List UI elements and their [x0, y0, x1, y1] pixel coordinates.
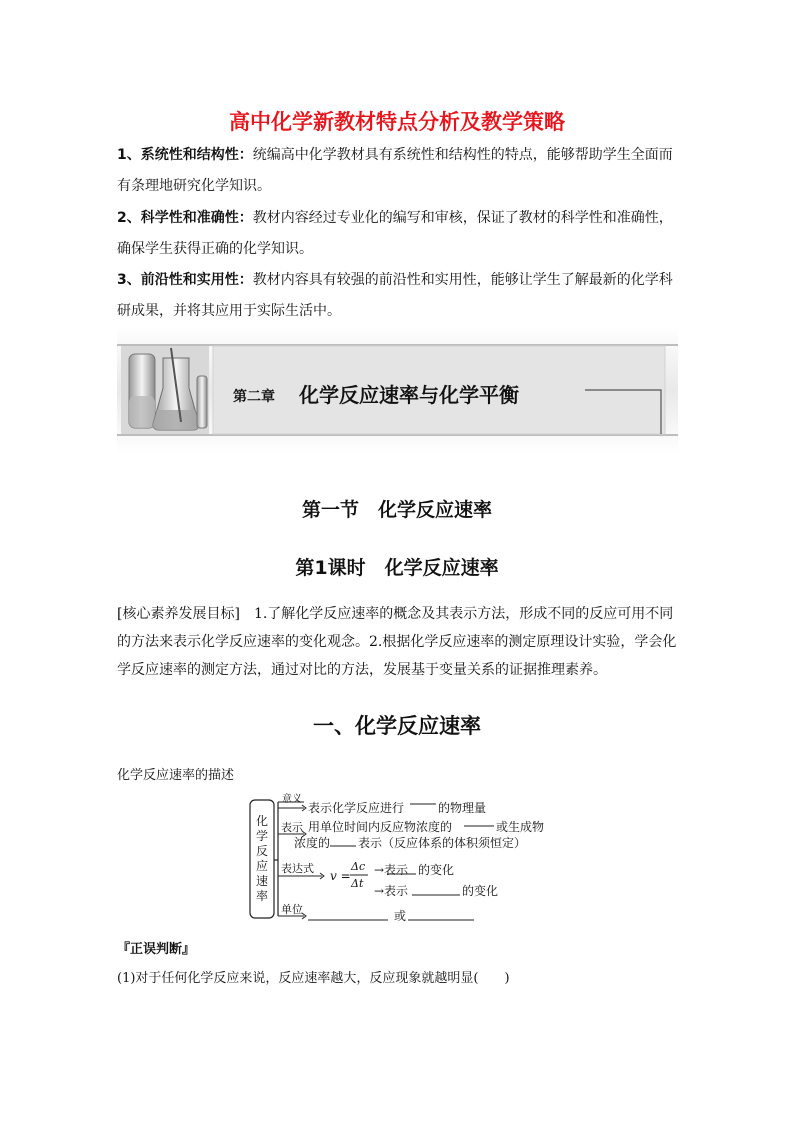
diagram-box-label: 化 学 反 应 速 率	[255, 814, 268, 903]
express-line1-b: 或生成物	[496, 820, 545, 834]
meaning-label: 意义	[282, 794, 302, 805]
glassware-illustration	[121, 346, 209, 434]
formula-v: v =	[330, 869, 351, 883]
meaning-text-b: 的物理量	[438, 801, 487, 815]
goals-text: 1.了解化学反应速率的概念及其表示方法，形成不同的反应可用不同的方法来表示化学反应速率的变化观念。2.根据化学反应速率的测定原理设计实验，学会化学反应速率的测定方法，通过对比的方法，发展基于变量关系的证据推理素养。	[117, 606, 677, 678]
intro-item-3	[117, 265, 682, 327]
chapter-title: 化学反应速率与化学平衡	[299, 383, 519, 407]
formula-numerator: Δc	[351, 860, 366, 873]
express-line2-b: 表示（反应体系的体积须恒定）	[358, 836, 527, 850]
intro-item-text: 教材内容经过专业化的编写和审核，保证了教材的科学性和准确性，确保学生获得正确的化学知识。	[117, 210, 673, 257]
intro-item-label: 2、科学性和准确性：	[117, 210, 253, 226]
formula-line2-a: →表示	[374, 884, 409, 898]
page-title: 高中化学新教材特点分析及教学策略	[229, 110, 565, 134]
intro-item-1	[117, 140, 682, 202]
judge-heading: 『正误判断』	[117, 942, 196, 957]
lesson-title: 第1课时 化学反应速率	[295, 557, 499, 579]
intro-item-text: 教材内容具有较强的前沿性和实用性，能够让学生了解最新的化学科研成果，并将其应用于实际生活中。	[117, 272, 673, 319]
intro-item-2	[117, 203, 682, 265]
formula-line2-b: 的变化	[462, 884, 499, 898]
formula-label: 表达式	[281, 862, 314, 875]
express-label: 表示	[281, 821, 303, 834]
formula-denominator: Δt	[351, 877, 364, 890]
chapter-number: 第二章	[233, 389, 275, 405]
heading-one: 一、化学反应速率	[313, 714, 481, 738]
formula-line1-a: →表示	[374, 863, 409, 877]
intro-item-text: 统编高中化学教材具有系统性和结构性的特点，能够帮助学生全面而有条理地研究化学知识。	[117, 147, 673, 194]
express-line2-a: 浓度的	[294, 836, 331, 850]
section-title: 第一节 化学反应速率	[301, 499, 492, 521]
concept-diagram	[240, 788, 560, 924]
question-item: (1)对于任何化学反应来说，反应速率越大，反应现象就越明显( )	[117, 971, 510, 986]
chapter-banner	[117, 326, 678, 454]
formula-line1-b: 的变化	[418, 863, 455, 877]
intro-item-label: 1、系统性和结构性：	[117, 147, 253, 163]
learning-goals	[117, 600, 680, 684]
diagram-caption: 化学反应速率的描述	[117, 768, 235, 783]
meaning-text-a: 表示化学反应进行	[308, 801, 405, 815]
goals-label: [核心素养发展目标]	[117, 606, 240, 622]
unit-or: 或	[394, 909, 407, 923]
express-line1-a: 用单位时间内反应物浓度的	[308, 820, 453, 834]
intro-item-label: 3、前沿性和实用性：	[117, 272, 253, 288]
unit-label: 单位	[281, 903, 303, 916]
